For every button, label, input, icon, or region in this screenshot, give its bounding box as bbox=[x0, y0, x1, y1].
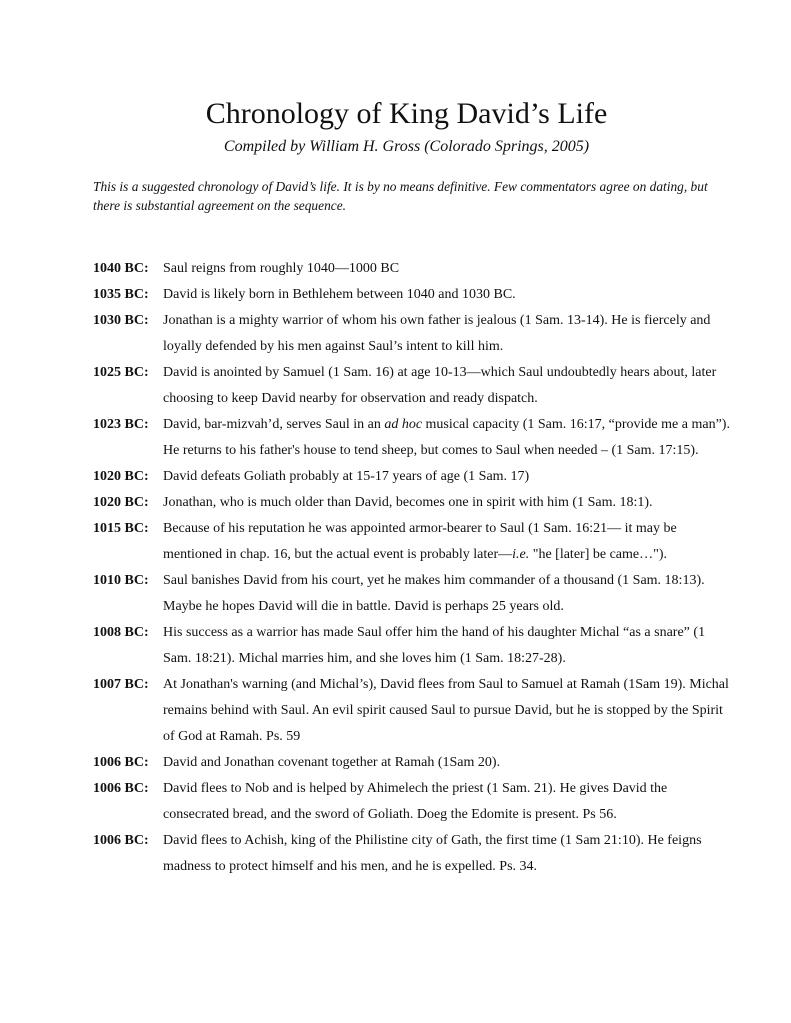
entry-date: 1006 BC: bbox=[93, 781, 149, 796]
entry-text bbox=[163, 516, 733, 568]
chronology-entry bbox=[93, 464, 733, 490]
entry-text: David is likely born in Bethlehem between 1040 and 1030 BC. bbox=[163, 287, 516, 302]
entry-text-italic: i.e. bbox=[512, 547, 530, 562]
entry-text-part: "he [later] be came…"). bbox=[529, 547, 667, 562]
chronology-entry bbox=[93, 308, 733, 360]
entry-date: 1023 BC: bbox=[93, 417, 149, 432]
chronology-entry bbox=[93, 256, 733, 282]
page-subtitle: Compiled by William H. Gross (Colorado Springs, 2005) bbox=[223, 138, 590, 155]
page-title: Chronology of King David’s Life bbox=[205, 97, 608, 130]
entry-date: 1020 BC: bbox=[93, 469, 149, 484]
chronology-entry bbox=[93, 360, 733, 412]
entry-text: Saul banishes David from his court, yet he makes him commander of a thousand (1 Sam. 18:13). Maybe he hopes David will die in battle. David is perhaps 25 years old. bbox=[163, 573, 705, 614]
entry-text-part: Because of his reputation he was appointed armor-bearer to Saul (1 Sam. 16:21— it may be mentioned in chap. 16, but the actual event is probably later— bbox=[163, 521, 677, 562]
entry-text: David flees to Nob and is helped by Ahimelech the priest (1 Sam. 21). He gives David the consecrated bread, and the sword of Goliath. Doeg the Edomite is present. Ps 56. bbox=[163, 781, 668, 822]
chronology-entry bbox=[93, 412, 733, 464]
entry-text: David defeats Goliath probably at 15-17 years of age (1 Sam. 17) bbox=[163, 469, 530, 484]
chronology-entry bbox=[93, 282, 733, 308]
entry-date: 1007 BC: bbox=[93, 677, 149, 692]
entry-text: Saul reigns from roughly 1040—1000 BC bbox=[163, 261, 400, 276]
intro-paragraph: This is a suggested chronology of David’s life. It is by no means definitive. Few commentators agree on dating, but there is substantial agreement on the sequence. bbox=[93, 179, 708, 213]
entry-text: David and Jonathan covenant together at Ramah (1Sam 20). bbox=[163, 755, 501, 770]
entry-date: 1020 BC: bbox=[93, 495, 149, 510]
entry-date: 1015 BC: bbox=[93, 521, 149, 536]
entry-text-italic: ad hoc bbox=[384, 417, 423, 432]
entry-date: 1035 BC: bbox=[93, 287, 149, 302]
entry-date: 1006 BC: bbox=[93, 755, 149, 770]
chronology-entry bbox=[93, 750, 733, 776]
entry-text: David flees to Achish, king of the Philistine city of Gath, the first time (1 Sam 21:10). He feigns madness to protect himself and his men, and he is expelled. Ps. 34. bbox=[163, 833, 702, 874]
entry-date: 1010 BC: bbox=[93, 573, 149, 588]
entry-text-part: David, bar-mizvah’d, serves Saul in an bbox=[163, 417, 385, 432]
entry-date: 1025 BC: bbox=[93, 365, 149, 380]
chronology-entry bbox=[93, 620, 733, 672]
chronology-list bbox=[93, 256, 733, 880]
chronology-entry bbox=[93, 776, 733, 828]
chronology-entry bbox=[93, 672, 733, 750]
entry-date: 1006 BC: bbox=[93, 833, 149, 848]
entry-text: David is anointed by Samuel (1 Sam. 16) at age 10-13—which Saul undoubtedly hears about, later choosing to keep David nearby for observation and ready dispatch. bbox=[163, 365, 717, 406]
entry-date: 1030 BC: bbox=[93, 313, 149, 328]
chronology-entry bbox=[93, 490, 733, 516]
chronology-entry bbox=[93, 828, 733, 880]
entry-text: At Jonathan's warning (and Michal’s), David flees from Saul to Samuel at Ramah (1Sam 19). Michal remains behind with Saul. An evil spirit caused Saul to pursue David, but he is stopped by the Spirit of God at Ramah. Ps. 59 bbox=[163, 677, 729, 744]
entry-date: 1040 BC: bbox=[93, 261, 149, 276]
chronology-entry bbox=[93, 568, 733, 620]
entry-text: Jonathan, who is much older than David, becomes one in spirit with him (1 Sam. 18:1). bbox=[163, 495, 653, 510]
entry-text-part: musical capacity (1 Sam. 16:17, “provide me a man”). He returns to his father's house to tend sheep, but comes to Saul when needed – (1 Sam. 17:15). bbox=[163, 417, 730, 458]
entry-text: His success as a warrior has made Saul offer him the hand of his daughter Michal “as a snare” (1 Sam. 18:21). Michal marries him, and she loves him (1 Sam. 18:27-28). bbox=[163, 625, 706, 666]
entry-date: 1008 BC: bbox=[93, 625, 149, 640]
entry-text: Jonathan is a mighty warrior of whom his own father is jealous (1 Sam. 13-14). He is fiercely and loyally defended by his men against Saul’s intent to kill him. bbox=[163, 313, 711, 354]
entry-text bbox=[163, 412, 733, 464]
chronology-entry bbox=[93, 516, 733, 568]
